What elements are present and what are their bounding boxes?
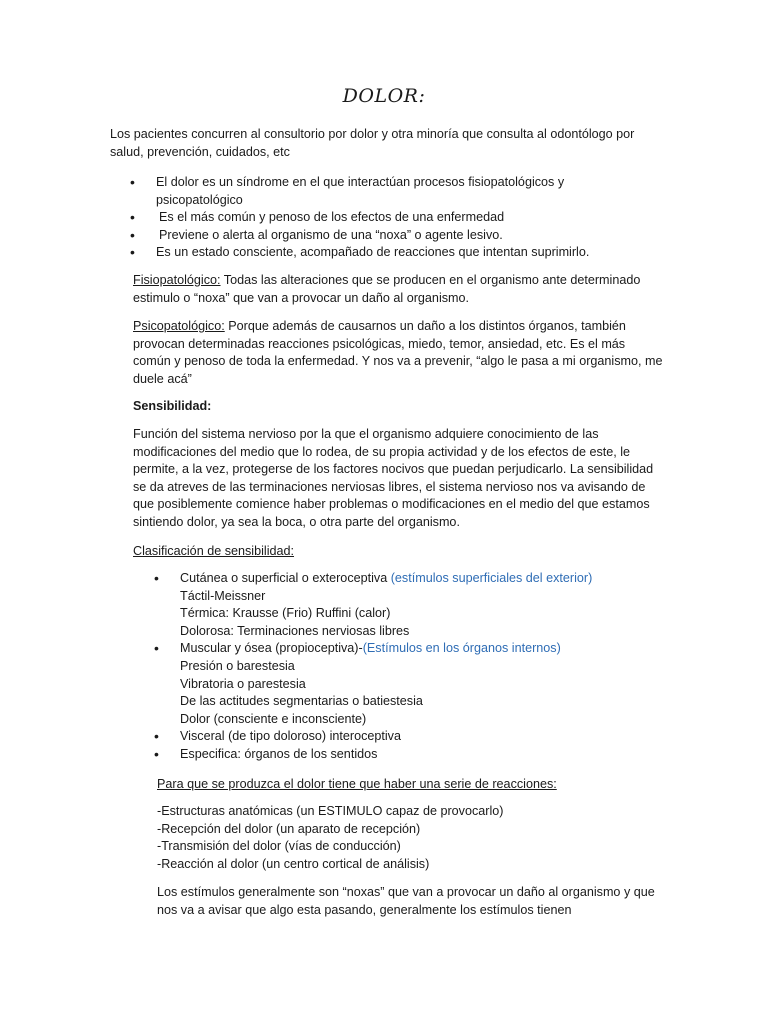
fisiopatologico-paragraph <box>133 272 663 307</box>
list-item: • Es el más común y penoso de los efectos de una enfermedad <box>156 209 626 227</box>
list-item: -Estructuras anatómicas (un ESTIMULO capaz de provocarlo) <box>157 804 504 818</box>
list-item <box>180 640 640 728</box>
intro-paragraph: Los pacientes concurren al consultorio por dolor y otra minoría que consulta al odontólogo por salud, prevención, cuidados, etc <box>110 127 635 159</box>
psicopatologico-text: Porque además de causarnos un daño a los distintos órganos, también provocan determinadas reacciones psicológicas, miedo, temor, ansiedad, etc. Es el más común y penoso de toda la enfermedad. Y nos va a prevenir, “algo le pasa a mi organismo, me duele acá” <box>133 319 663 386</box>
psicopatologico-label: Psicopatológico: <box>133 319 225 333</box>
list-item: • Visceral (de tipo doloroso) interoceptiva <box>180 728 640 746</box>
clasificacion-heading: Clasificación de sensibilidad: <box>133 544 295 558</box>
list-item: • Es un estado consciente, acompañado de reacciones que intentan suprimirlo. <box>156 244 626 262</box>
list-item: -Reacción al dolor (un centro cortical de análisis) <box>157 856 430 871</box>
cutanea-label: Cutánea o superficial o exteroceptiva <box>180 571 391 585</box>
intro-bullet-list <box>156 174 626 262</box>
sub-item: Dolorosa: Terminaciones nerviosas libres <box>180 623 410 638</box>
cutanea-note: (estímulos superficiales del exterior) <box>390 571 593 585</box>
list-item: -Transmisión del dolor (vías de conducción) <box>157 839 401 854</box>
list-item <box>180 570 640 640</box>
sensibilidad-heading: Sensibilidad: <box>133 399 212 413</box>
muscular-label: Muscular y ósea (propioceptiva)- <box>180 641 363 656</box>
fisiopatologico-text: Todas las alteraciones que se producen en el organismo ante determinado estimulo o “noxa” que van a provocar un daño al organismo. <box>133 273 641 305</box>
clasificacion-list <box>180 570 640 764</box>
sub-item: Presión o barestesia <box>180 658 295 673</box>
reacciones-list <box>157 803 657 873</box>
sub-item: De las actitudes segmentarias o batiestesia <box>180 694 423 709</box>
list-item: • Previene o alerta al organismo de una “noxa” o agente lesivo. <box>156 227 626 245</box>
list-item: • El dolor es un síndrome en el que interactúan procesos fisiopatológicos y psicopatológico <box>156 174 626 209</box>
reacciones-heading: Para que se produzca el dolor tiene que haber una serie de reacciones: <box>157 777 557 791</box>
page-title: DOLOR: <box>342 85 426 107</box>
psicopatologico-paragraph <box>133 318 663 388</box>
sub-item: Dolor (consciente e inconsciente) <box>180 711 367 726</box>
sensibilidad-paragraph: Función del sistema nervioso por la que el organismo adquiere conocimiento de las modificaciones del medio que lo rodea, de su propia actividad y de los efectos de este, le permite, a la vez, protegerse de los factores nocivos que puedan perjudicarlo. La sensibilidad se da atreves de las terminaciones nerviosas libres, el sistema nervioso nos va avisando de que posiblemente comience haber problemas o modificaciones en el medio del que estamos sintiendo dolor, ya sea la boca, o otra parte del organismo. <box>133 427 654 529</box>
sub-item: Vibratoria o parestesia <box>180 676 306 691</box>
sub-item: Térmica: Krausse (Frio) Ruffini (calor) <box>180 606 391 621</box>
sub-item: Táctil-Meissner <box>180 588 266 603</box>
fisiopatologico-label: Fisiopatológico: <box>133 273 221 287</box>
final-paragraph: Los estímulos generalmente son “noxas” que van a provocar un daño al organismo y que nos va a avisar que algo esta pasando, generalmente los estímulos tienen <box>157 885 655 917</box>
list-item: -Recepción del dolor (un aparato de recepción) <box>157 821 421 836</box>
muscular-note: (Estímulos en los órganos internos) <box>362 641 561 656</box>
list-item: • Especifica: órganos de los sentidos <box>180 746 640 764</box>
